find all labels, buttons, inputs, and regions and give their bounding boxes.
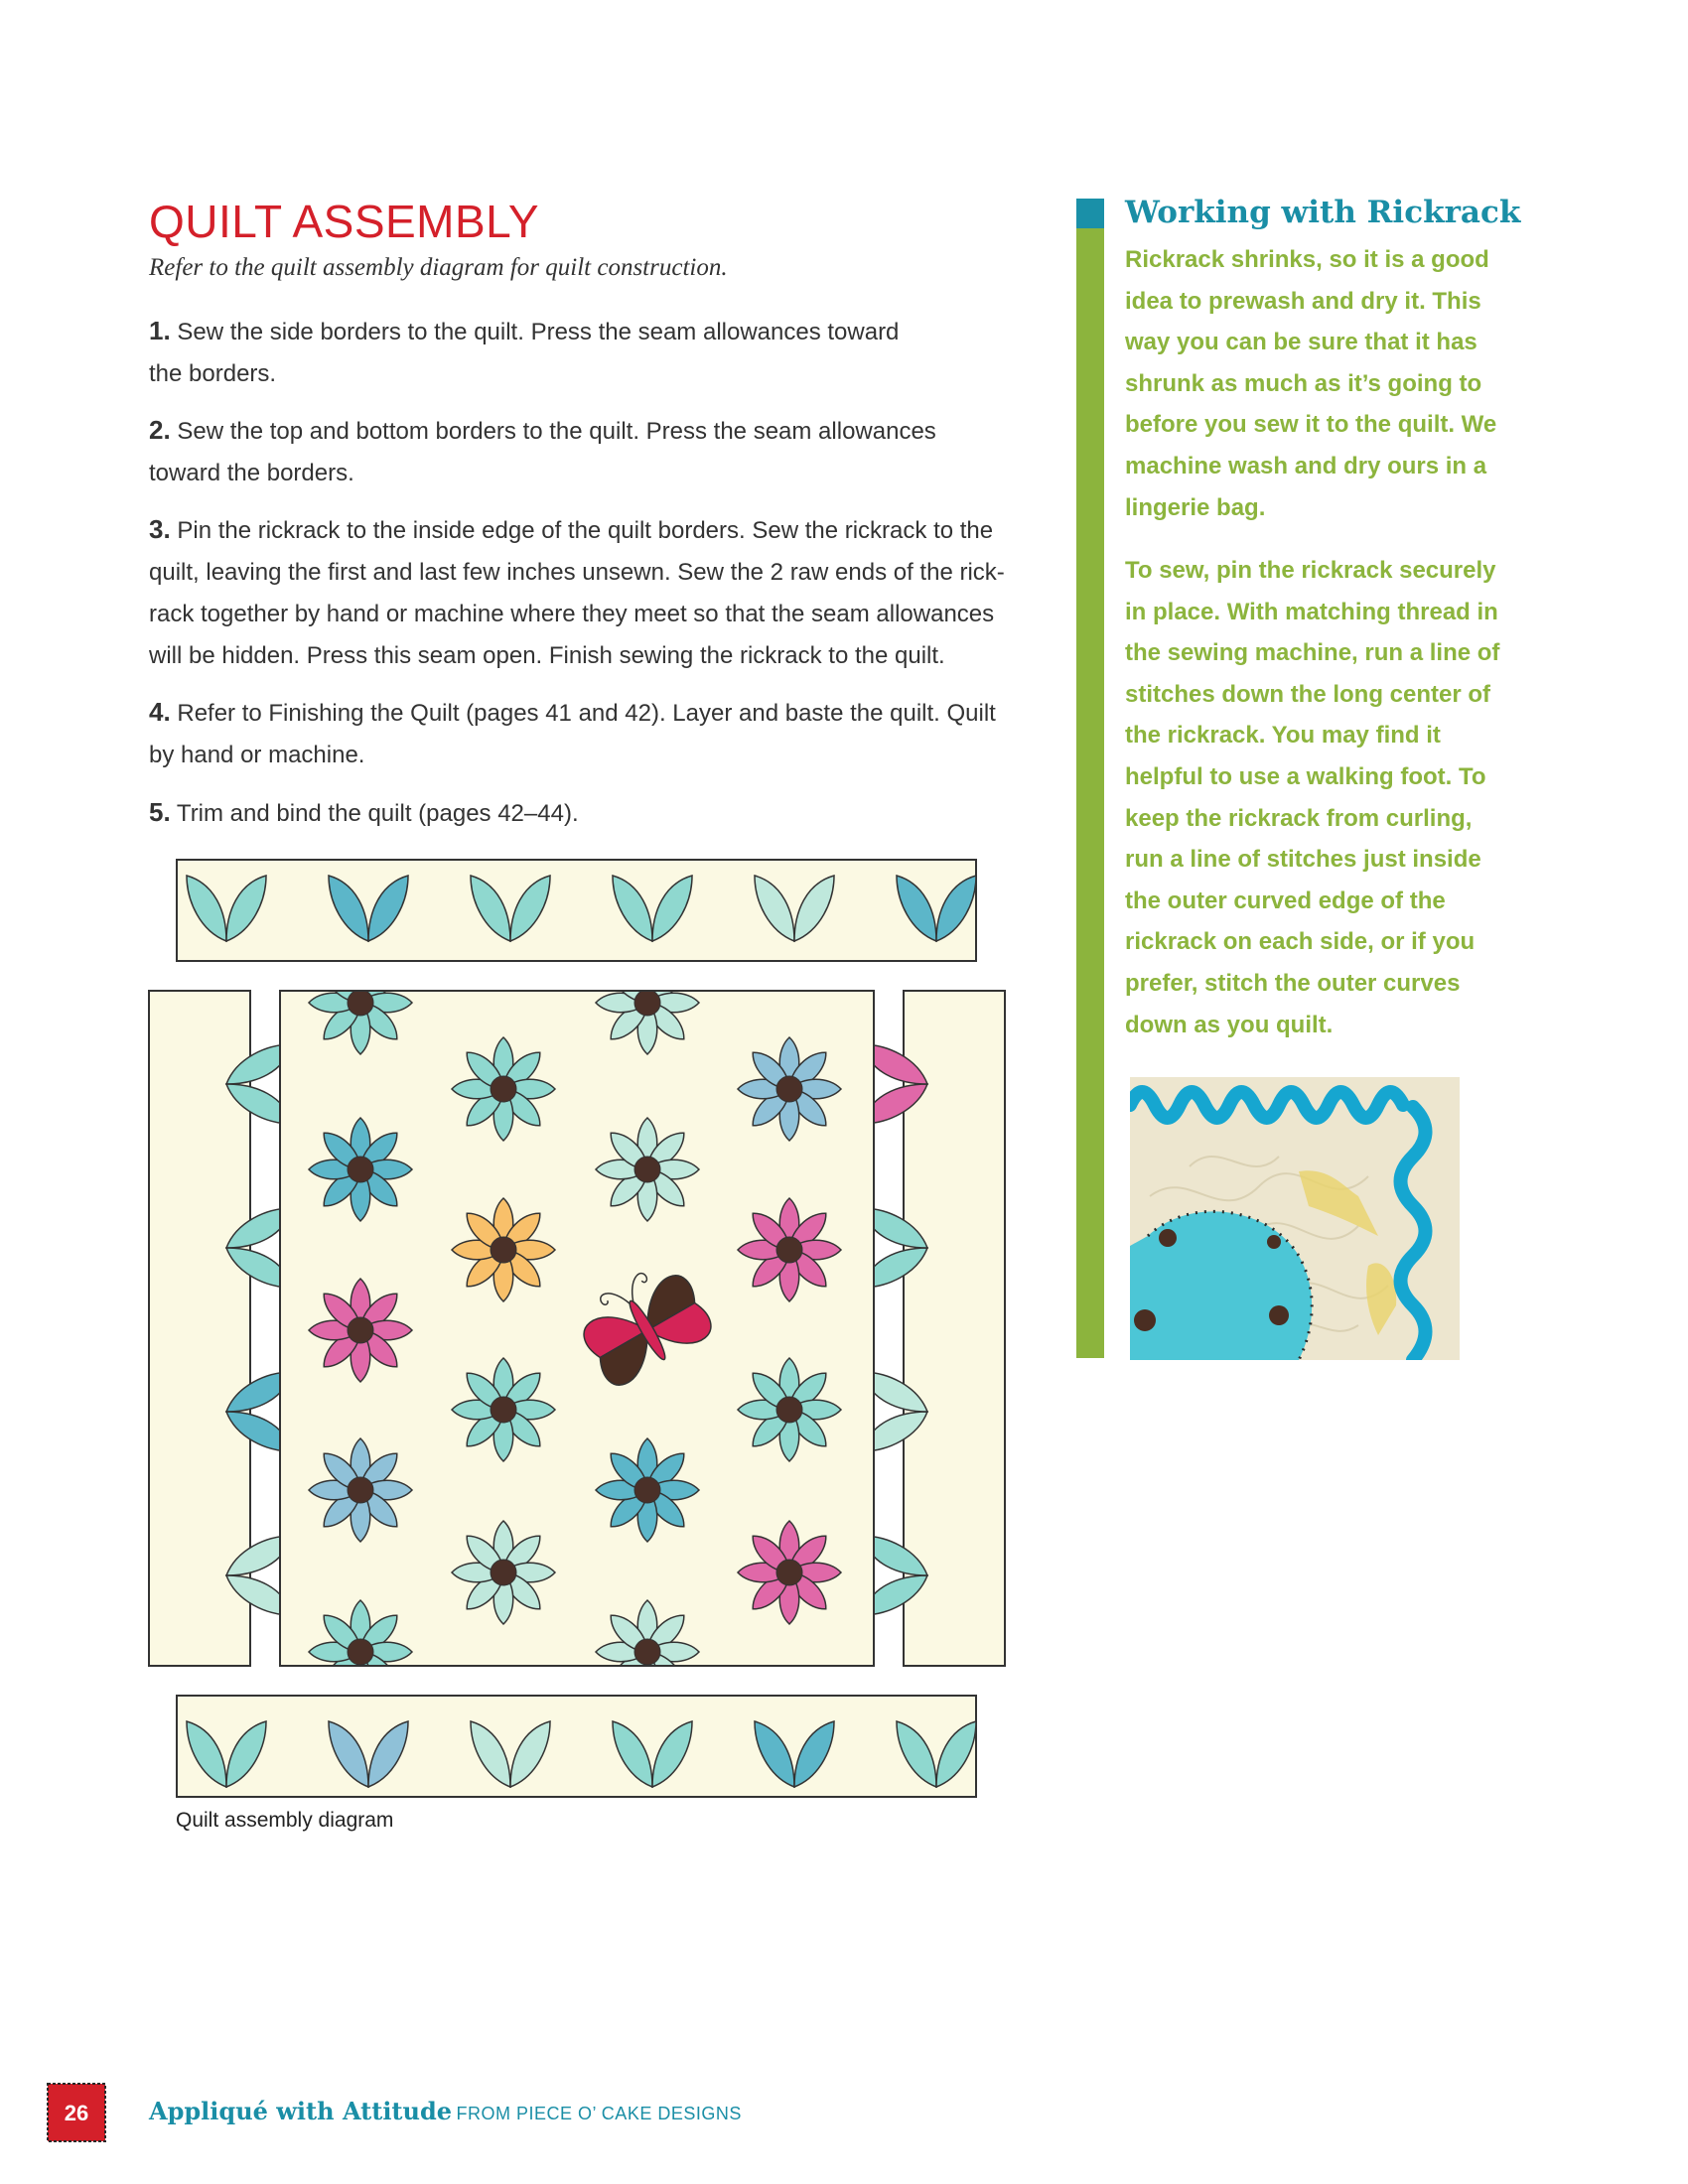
- step-1: [149, 310, 933, 395]
- sidebar-paragraph-1: Rickrack shrinks, so it is a good idea to prewash and dry it. This way you can be sure that it has shrunk as much as it’s going to before you sew it to the quilt. We machine wash and dry ours in a lingerie bag.: [1125, 246, 1497, 521]
- sidebar-paragraph-2: To sew, pin the rickrack securely in place. With matching thread in the sewing machine, run a line of stitches down the long center of the rickrack. You may find it helpful to use a walking foot. To keep the rickrack from curling, run a line of stitches just inside the outer curved edge of the rickrack on each side, or if you prefer, stitch the outer curves down as you quilt.: [1125, 557, 1500, 1038]
- quilt-assembly-diagram: [147, 856, 1011, 1799]
- rickrack-photo: [1130, 1077, 1460, 1360]
- flower-center: [491, 1237, 516, 1263]
- flower-center: [776, 1397, 802, 1423]
- flower: [309, 1438, 412, 1542]
- step-text: Sew the side borders to the quilt. Press the seam allowances toward the borders.: [149, 319, 900, 387]
- sidebar-accent-cap: [1076, 199, 1104, 228]
- quilt-center-panel: [280, 951, 874, 1704]
- flower: [309, 951, 412, 1054]
- flower: [738, 1037, 841, 1141]
- step-number: 2.: [149, 415, 171, 445]
- step-2: [149, 409, 983, 494]
- top-border: [177, 860, 976, 961]
- flower: [738, 1358, 841, 1461]
- page-number: 26: [64, 2101, 89, 2125]
- publisher-name: FROM PIECE O’ CAKE DESIGNS: [456, 2104, 742, 2123]
- flower-center: [491, 1076, 516, 1102]
- flower: [452, 1521, 555, 1624]
- flower-center: [348, 1157, 373, 1182]
- flower-center: [348, 990, 373, 1016]
- sidebar-title: Working with Rickrack: [1125, 195, 1521, 230]
- flower: [596, 951, 699, 1054]
- flower-center: [348, 1477, 373, 1503]
- flower: [738, 1198, 841, 1301]
- flower-center: [348, 1639, 373, 1665]
- step-number: 5.: [149, 797, 171, 827]
- flower-center: [634, 1157, 660, 1182]
- flower: [309, 1118, 412, 1221]
- flower: [596, 1438, 699, 1542]
- flower-center: [634, 990, 660, 1016]
- flower-center: [776, 1560, 802, 1585]
- bottom-border: [177, 1696, 976, 1797]
- flower: [596, 1118, 699, 1221]
- flower: [452, 1358, 555, 1461]
- flower-center: [491, 1560, 516, 1585]
- step-text: Refer to Finishing the Quilt (pages 41 and 42). Layer and baste the quilt. Quilt by hand or machine.: [149, 700, 996, 768]
- diagram-caption: Quilt assembly diagram: [176, 1809, 394, 1832]
- step-text: Pin the rickrack to the inside edge of the quilt borders. Sew the rickrack to the quilt, leaving the first and last few inches unsewn. Sew the 2 raw ends of the rick-rack together by hand or machine where they meet so that the seam allowances will be hidden. Press this seam open. Finish sewing the rickrack to the quilt.: [149, 517, 1005, 669]
- intro-text: Refer to the quilt assembly diagram for quilt construction.: [149, 254, 728, 281]
- step-4: [149, 691, 1023, 776]
- flower: [309, 1600, 412, 1704]
- flower-center: [348, 1317, 373, 1343]
- step-5: [149, 791, 1023, 835]
- flower: [738, 1521, 841, 1624]
- flower-center: [634, 1639, 660, 1665]
- flower: [596, 1600, 699, 1704]
- flower: [452, 1037, 555, 1141]
- step-text: Sew the top and bottom borders to the quilt. Press the seam allowances toward the borders.: [149, 418, 936, 486]
- page-number-badge: [44, 2080, 109, 2145]
- flower: [452, 1198, 555, 1301]
- flower: [309, 1279, 412, 1382]
- flower-center: [776, 1237, 802, 1263]
- step-number: 1.: [149, 316, 171, 345]
- step-number: 4.: [149, 697, 171, 727]
- step-text: Trim and bind the quilt (pages 42–44).: [176, 800, 579, 827]
- section-title: QUILT ASSEMBLY: [149, 196, 540, 247]
- book-title: Appliqué with Attitude: [149, 2097, 453, 2125]
- flower-center: [634, 1477, 660, 1503]
- footer: [149, 2097, 742, 2125]
- sidebar-accent-bar: [1076, 199, 1104, 1358]
- flower-center: [776, 1076, 802, 1102]
- step-3: [149, 508, 1033, 677]
- flower-center: [491, 1397, 516, 1423]
- step-number: 3.: [149, 514, 171, 544]
